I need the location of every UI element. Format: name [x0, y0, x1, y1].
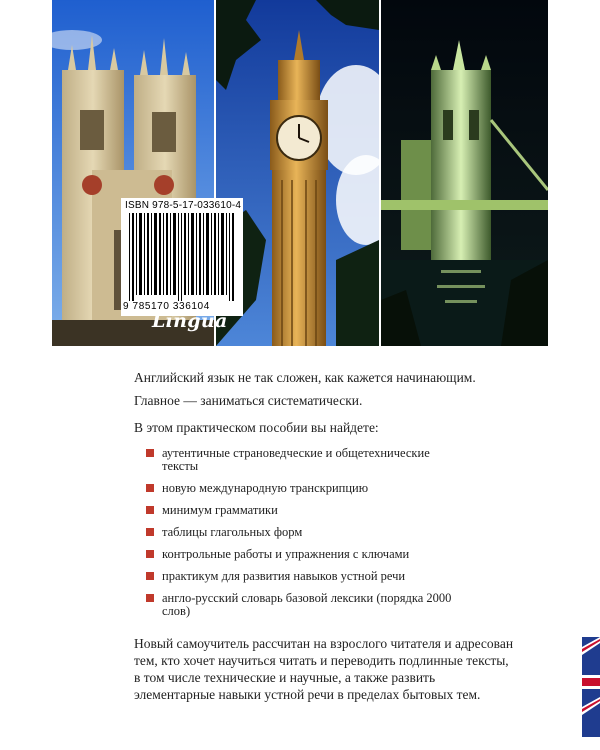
barcode-bars: [127, 213, 239, 301]
red-square-bullet-icon: [146, 550, 154, 558]
list-item: аутентичные страноведческие и общетехнические тексты: [146, 447, 466, 473]
list-item: новую международную транскрипцию: [146, 482, 466, 495]
cover-description: [134, 370, 494, 627]
list-item: англо-русский словарь базовой лексики (порядка 2000 слов): [146, 592, 466, 618]
isbn-label: ISBN 978-5-17-033610-4: [125, 200, 242, 211]
list-item: контрольные работы и упражнения с ключами: [146, 548, 466, 561]
red-square-bullet-icon: [146, 506, 154, 514]
red-square-bullet-icon: [146, 449, 154, 457]
feature-list: [146, 447, 466, 618]
union-jack-flag-icon: [582, 637, 600, 737]
tower-bridge-photo: [381, 0, 548, 346]
isbn-barcode: [121, 198, 243, 316]
intro-line-3: В этом практическом пособии вы найдете:: [134, 420, 379, 435]
red-square-bullet-icon: [146, 572, 154, 580]
intro-line-2: Главное — заниматься систематически.: [134, 393, 363, 408]
summary-paragraph: Новый самоучитель рассчитан на взрослого читателя и адресован тем, кто хочет научиться читать и переводить подлинные тексты, в том числе технические и научные, а также развить элементарные навыки устной речи в пределах бытовых тем.: [134, 636, 514, 702]
intro-line-1: Английский язык не так сложен, как кажется начинающим.: [134, 370, 476, 385]
red-square-bullet-icon: [146, 594, 154, 602]
list-item: практикум для развития навыков устной речи: [146, 570, 466, 583]
red-square-bullet-icon: [146, 528, 154, 536]
red-square-bullet-icon: [146, 484, 154, 492]
publisher-logo: Lingua: [152, 310, 228, 332]
barcode-digits: 9 785170 336104: [123, 301, 210, 312]
list-item: минимум грамматики: [146, 504, 466, 517]
list-item: таблицы глагольных форм: [146, 526, 466, 539]
